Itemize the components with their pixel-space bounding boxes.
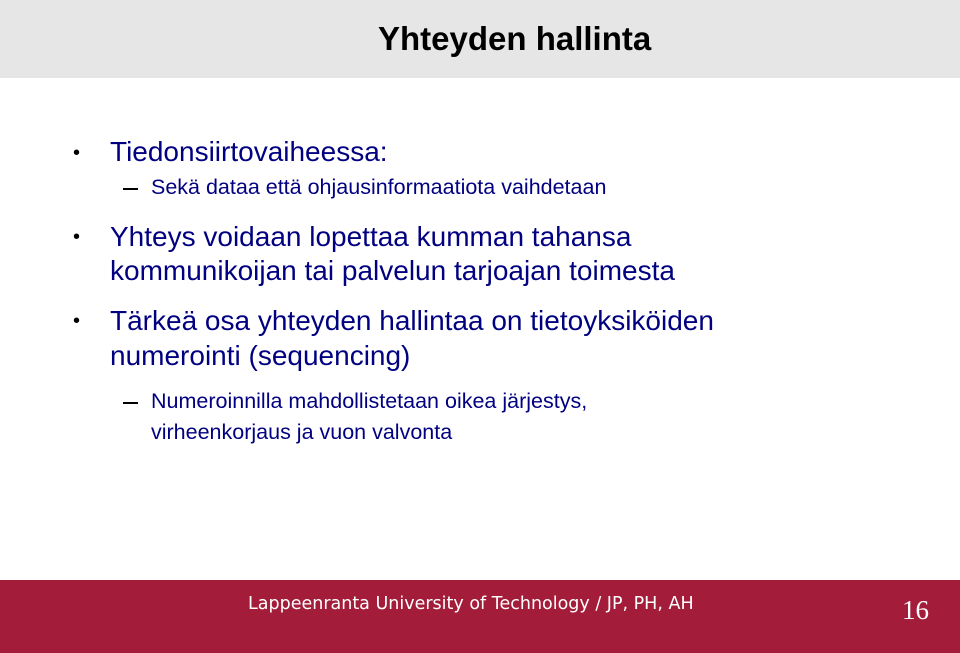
page-number: 16: [902, 595, 929, 625]
dash-marker: [123, 188, 138, 190]
sub-item-3-line-1: Numeroinnilla mahdollistetaan oikea järjestys,: [151, 389, 588, 413]
slide-title: Yhteyden hallinta: [378, 20, 652, 57]
bullet-item-3-line-1: Tärkeä osa yhteyden hallintaa on tietoyksiköiden: [110, 305, 714, 336]
bullet-marker: •: [73, 310, 81, 332]
footer-text: Lappeenranta University of Technology / JP, PH, AH: [248, 594, 694, 614]
bullet-marker: •: [73, 142, 81, 164]
bullet-item-1-line-1: Tiedonsiirtovaiheessa:: [110, 136, 388, 167]
sub-item-3-line-2: virheenkorjaus ja vuon valvonta: [151, 420, 453, 444]
bullet-item-2-line-1: Yhteys voidaan lopettaa kumman tahansa: [110, 221, 632, 252]
bullet-item-3-line-2: numerointi (sequencing): [110, 340, 411, 371]
footer-bar: [0, 580, 960, 653]
dash-marker: [123, 402, 138, 404]
sub-item-1-line-1: Sekä dataa että ohjausinformaatiota vaihdetaan: [151, 175, 607, 199]
title-bar: [0, 0, 960, 78]
bullet-item-2-line-2: kommunikoijan tai palvelun tarjoajan toimesta: [110, 255, 675, 286]
bullet-marker: •: [73, 226, 81, 248]
